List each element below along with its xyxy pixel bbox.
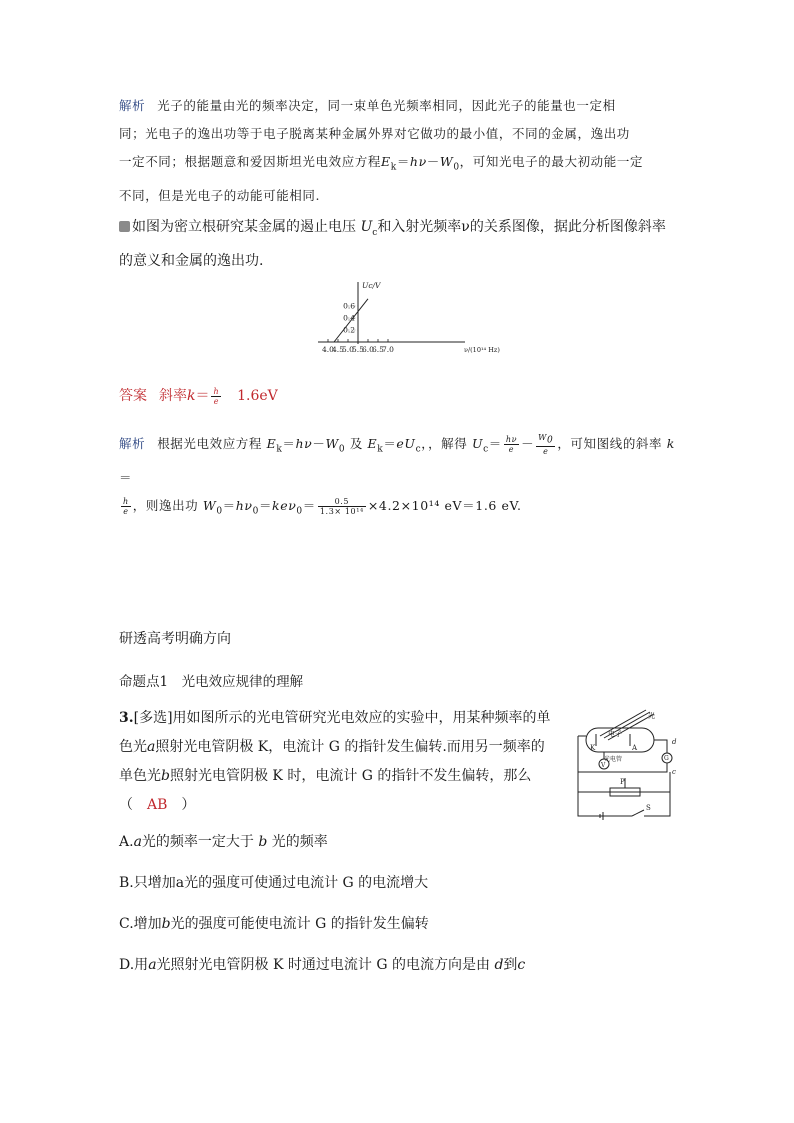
x-tick-label: 4.5	[332, 345, 344, 354]
y-tick-label: 0.6	[343, 301, 355, 311]
x-tick-label: 5.5	[352, 345, 364, 354]
light-ray	[600, 710, 646, 736]
circuit-wire	[664, 740, 667, 753]
label-c: c	[672, 768, 676, 776]
x-tick-label: 4.0	[322, 345, 334, 354]
stopping-voltage-chart	[300, 276, 500, 356]
label-K: K	[590, 744, 596, 752]
question-marker-icon	[119, 221, 130, 232]
label-S: S	[646, 804, 651, 812]
section-title: 研透高考明确方向	[119, 631, 231, 647]
label-G: G	[664, 755, 669, 762]
x-tick-label: 6.5	[372, 345, 384, 354]
label-V: V	[601, 762, 606, 769]
option-c: C.增加b光的强度可能使电流计 G 的指针发生偏转	[119, 916, 429, 932]
y-tick-label: 0.4	[343, 313, 355, 323]
label-electron: 电子	[608, 730, 622, 738]
section-subtitle: 命题点1 光电效应规律的理解	[119, 674, 304, 690]
question-3-answer: AB	[147, 797, 168, 813]
circuit-wire	[658, 763, 667, 772]
switch-icon	[632, 810, 644, 816]
label-light: 光	[648, 712, 655, 720]
option-d: D.用a光照射光电管阴极 K 时通过电流计 G 的电流方向是由 d到c	[119, 957, 526, 973]
analysis-label: 解析	[119, 98, 146, 113]
option-b: B.只增加a光的强度可使通过电流计 G 的电流增大	[119, 875, 429, 891]
photoelectric-circuit-diagram	[570, 706, 680, 824]
x-axis-label: ν/(10¹⁴ Hz)	[464, 346, 500, 354]
label-d: d	[672, 738, 677, 746]
analysis-1: 解析 光子的能量由光的频率决定，同一束单色光频率相同，因此光子的能量也一定相 同；光电子的逸出功等于电子脱离某种金属外界对它做功的最小值，不同的金属，逸出功 一定不同；根据题意和爱因斯坦光电效应方程$E_k=h\nu-W_0$，可知光电子的最大初动能一定 不同，但是光电子的动能可能相同.	[119, 98, 644, 203]
question-2: 如图为密立根研究某金属的遏止电压 $U_c$和入射光频率ν的关系图像，据此分析图像斜率 的意义和金属的逸出功.	[119, 219, 666, 269]
answer-2: 答案 斜率k＝ $\frac{h}{e}$ 1.6eV	[119, 386, 278, 406]
analysis-label: 解析	[119, 436, 146, 451]
label-A: A	[632, 744, 638, 752]
label-tube: 光电管	[604, 756, 623, 763]
x-tick-label: 5.0	[342, 345, 354, 354]
answer-label: 答案	[119, 388, 147, 404]
x-tick-label: 7.0	[382, 345, 394, 354]
option-a: A.a光的频率一定大于 b 光的频率	[119, 834, 328, 850]
circuit-wire	[578, 736, 658, 772]
analysis-2: 解析 根据光电效应方程 $E_k=h\nu-W_0$ 及 $E_k=eU_c$，，解得 $U_c=$ $\frac{h\nu}{e}$ － $\frac{W_0}{e}$ ，可知图线的斜率 k＝ $\frac{h}{e}$ ，则逸出功 $W_0=h\nu_0=ke\nu_0=$ $\frac{0.5}{\text{1.3× 10¹⁴}}$ ×4.2×10¹⁴ eV＝1.6 eV.	[119, 433, 675, 516]
y-tick-label: 0.2	[343, 325, 355, 335]
y-axis-label: Uc/V	[362, 281, 381, 290]
x-tick-label: 6.0	[362, 345, 374, 354]
label-P: P	[620, 778, 625, 786]
question-3: 3.[多选]用如图所示的光电管研究光电效应的实验中，用某种频率的单 色光a照射光电管阴极 K，电流计 G 的指针发生偏转.而用另一频率的 单色光b照射光电管阴极 K 时，电流计 G 的指针不发生偏转，那么 （ AB ）	[119, 710, 551, 813]
